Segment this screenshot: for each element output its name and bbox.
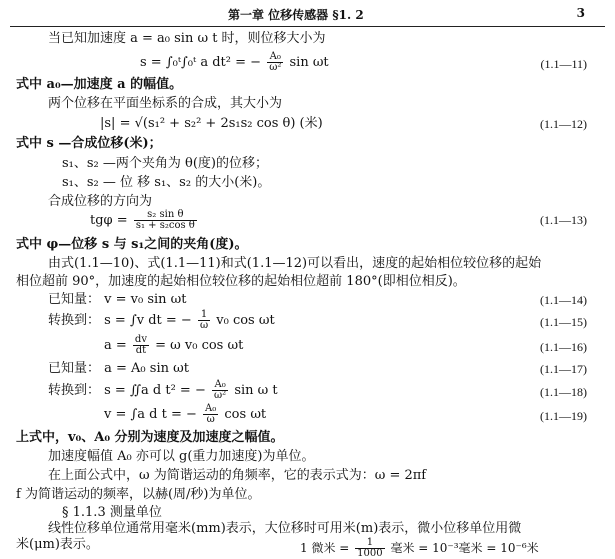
equation-number: (1.1—19) xyxy=(540,409,587,423)
equation-1-1-12: |s| = √(s₁² + s₂² + 2s₁s₂ cos θ) (米) xyxy=(100,116,323,131)
eq-lhs: tgφ = xyxy=(90,213,128,228)
equation-1-1-13 xyxy=(90,210,615,231)
equation-number: (1.1—13) xyxy=(540,213,587,227)
text-line: 当已知加速度 a = a₀ sin ω t 时，则位移大小为 xyxy=(48,31,326,46)
header-rule xyxy=(10,26,605,27)
eq-lhs: s = xyxy=(140,55,162,70)
text-line: 米(μm)表示。 xyxy=(16,537,99,552)
text-line: 式中 s —合成位移(米)； xyxy=(16,136,162,151)
equation-1-1-15: 转换到： s = ∫v dt = − $\frac{1}{\omega}$ v₀ cos ωt xyxy=(48,309,275,331)
text-line: f 为简谐运动的频率，以赫(周/秒)为单位。 xyxy=(16,487,261,502)
text-line: 在上面公式中，ω 为简谐运动的角频率，它的表示式为：ω = 2πf xyxy=(48,468,427,483)
equation-number: (1.1—17) xyxy=(540,362,587,376)
text-line: 两个位移在平面坐标系的合成，其大小为 xyxy=(48,96,283,111)
eq-fraction: $\frac{\text{s₂ sin θ}}{\text{s₁ + s₂cos θ}}$ xyxy=(135,209,195,231)
running-header xyxy=(0,6,615,24)
equation-1-1-18: 转换到： s = ∬a d t² = − $\frac{\text{A₀}}{\text{ω²}}$ sin ω t xyxy=(48,379,278,401)
text-line: 已知量： a = A₀ sin ωt xyxy=(48,361,189,376)
eq-fraction: $\frac{\text{A₀}}{\text{ω²}}$ xyxy=(269,51,282,73)
header-title: 第一章 位移传感器 §1. 2 xyxy=(228,8,364,22)
equation-1-1-16: a = $\frac{dv}{dt}$ = ω v₀ cos ωt xyxy=(104,334,244,356)
text-line: s₁、s₂ — 位 移 s₁、s₂ 的大小(米)。 xyxy=(62,175,271,190)
text-line: 相位超前 90°，加速度的起始相位较位移的起始相位超前 180°(即相位相反)。 xyxy=(16,274,466,289)
equation-number: (1.1—12) xyxy=(540,117,587,131)
equation-number: (1.1—11) xyxy=(540,57,587,71)
text-line: 合成位移的方向为 xyxy=(48,194,153,209)
equation-number: (1.1—15) xyxy=(540,315,587,329)
text-line: 式中 a₀—加速度 a 的幅值。 xyxy=(16,77,183,92)
text-line: s₁、s₂ —两个夹角为 θ(度)的位移； xyxy=(62,156,269,171)
text-line: 上式中，v₀、A₀ 分别为速度及加速度之幅值。 xyxy=(16,430,284,445)
equation-1-1-19: v = ∫a d t = − $\frac{\text{A₀}}{\omega}$ cos ωt xyxy=(104,403,267,425)
text-line: 加速度幅值 A₀ 亦可以 g(重力加速度)为单位。 xyxy=(48,449,315,464)
section-heading: § 1.1.3 测量单位 xyxy=(62,505,162,520)
eq-integral: ∫₀ᵗ∫₀ᵗ a dt² = − xyxy=(165,55,262,70)
text-line: 线性位移单位通常用毫米(mm)表示，大位移时可用米(m)表示，微小位移单位用微 xyxy=(48,521,522,536)
equation-number: (1.1—16) xyxy=(540,340,587,354)
text-line: 由式(1.1—10)、式(1.1—11)和式(1.1—12)可以看出，速度的起始相位较位移的起始 xyxy=(48,256,542,271)
eq-rhs: sin ωt xyxy=(289,55,329,70)
equation-number: (1.1—18) xyxy=(540,385,587,399)
text-line: 式中 φ—位移 s 与 s₁之间的夹角(度)。 xyxy=(16,237,248,252)
text-line: 已知量： v = v₀ sin ωt xyxy=(48,292,187,307)
page-number: 3 xyxy=(576,6,585,20)
equation-units: 1 微米 = $\frac{1}{1000}$ 毫米 = 10⁻³毫米 = 10⁻⁶米 xyxy=(300,537,539,559)
equation-number: (1.1—14) xyxy=(540,293,587,307)
